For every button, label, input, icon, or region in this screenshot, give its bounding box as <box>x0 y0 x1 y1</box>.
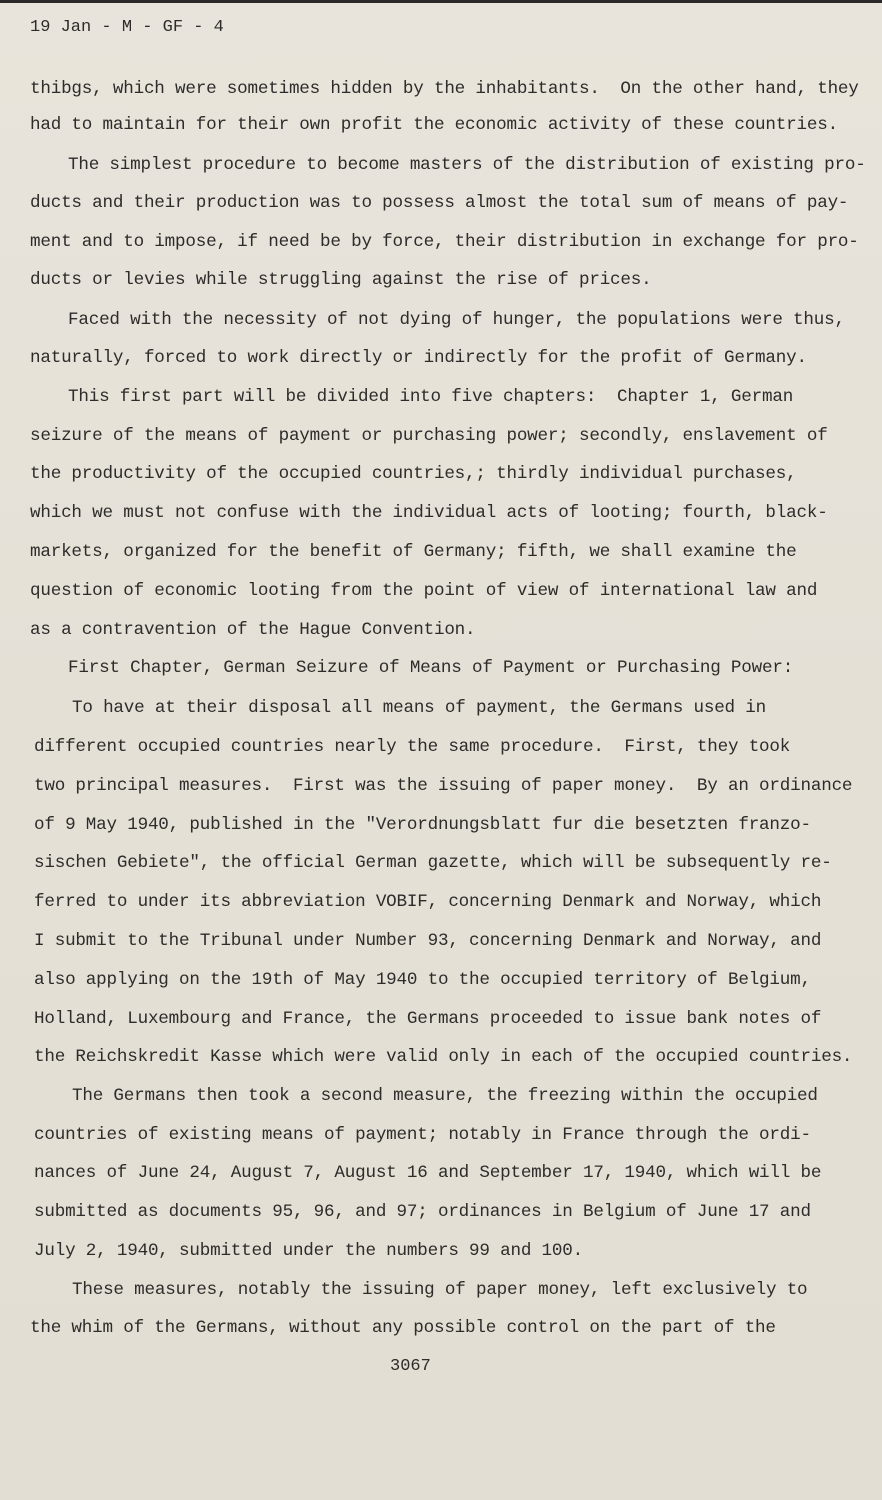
text-line: of 9 May 1940, published in the "Verordnungsblatt fur die besetzten franzo- <box>34 815 811 835</box>
text-line: First Chapter, German Seizure of Means of Payment or Purchasing Power: <box>68 658 794 678</box>
text-line: The simplest procedure to become masters of the distribution of existing pro- <box>68 155 866 175</box>
text-line: Faced with the necessity of not dying of hunger, the populations were thus, <box>68 310 845 330</box>
page-number: 3067 <box>390 1357 431 1376</box>
text-line: the Reichskredit Kasse which were valid only in each of the occupied countries. <box>34 1047 853 1067</box>
text-line: the productivity of the occupied countries,; thirdly individual purchases, <box>30 464 797 484</box>
text-line: seizure of the means of payment or purchasing power; secondly, enslavement of <box>30 426 828 446</box>
document-reference-header: 19 Jan - M - GF - 4 <box>30 18 224 37</box>
text-line: markets, organized for the benefit of Germany; fifth, we shall examine the <box>30 542 797 562</box>
text-line: ducts or levies while struggling against the rise of prices. <box>30 270 652 290</box>
text-line: This first part will be divided into five chapters: Chapter 1, German <box>68 387 794 407</box>
text-line: which we must not confuse with the individual acts of looting; fourth, black- <box>30 503 828 523</box>
text-line: question of economic looting from the point of view of international law and <box>30 581 818 601</box>
text-line: two principal measures. First was the issuing of paper money. By an ordinance <box>34 776 853 796</box>
text-line: nances of June 24, August 7, August 16 and September 17, 1940, which will be <box>34 1163 822 1183</box>
text-line: To have at their disposal all means of payment, the Germans used in <box>72 698 766 718</box>
text-line: ferred to under its abbreviation VOBIF, concerning Denmark and Norway, which <box>34 892 822 912</box>
text-line: the whim of the Germans, without any possible control on the part of the <box>30 1318 776 1338</box>
text-line: The Germans then took a second measure, the freezing within the occupied <box>72 1086 818 1106</box>
text-line: submitted as documents 95, 96, and 97; ordinances in Belgium of June 17 and <box>34 1202 811 1222</box>
text-line: Holland, Luxembourg and France, the Germans proceeded to issue bank notes of <box>34 1009 822 1029</box>
page-top-edge <box>0 0 882 3</box>
text-line: July 2, 1940, submitted under the numbers 99 and 100. <box>34 1241 583 1261</box>
text-line: different occupied countries nearly the same procedure. First, they took <box>34 737 791 757</box>
text-line: ducts and their production was to possess almost the total sum of means of pay- <box>30 193 849 213</box>
text-line: as a contravention of the Hague Convention. <box>30 620 476 640</box>
text-line: I submit to the Tribunal under Number 93, concerning Denmark and Norway, and <box>34 931 822 951</box>
text-line: had to maintain for their own profit the economic activity of these countries. <box>30 115 838 135</box>
text-line: ment and to impose, if need be by force, their distribution in exchange for pro- <box>30 232 859 252</box>
text-line: also applying on the 19th of May 1940 to the occupied territory of Belgium, <box>34 970 811 990</box>
text-line: These measures, notably the issuing of paper money, left exclusively to <box>72 1280 808 1300</box>
text-line: countries of existing means of payment; notably in France through the ordi- <box>34 1125 811 1145</box>
text-line: thibgs, which were sometimes hidden by the inhabitants. On the other hand, they <box>30 79 859 99</box>
text-line: sischen Gebiete", the official German gazette, which will be subsequently re- <box>34 853 832 873</box>
text-line: naturally, forced to work directly or indirectly for the profit of Germany. <box>30 348 807 368</box>
